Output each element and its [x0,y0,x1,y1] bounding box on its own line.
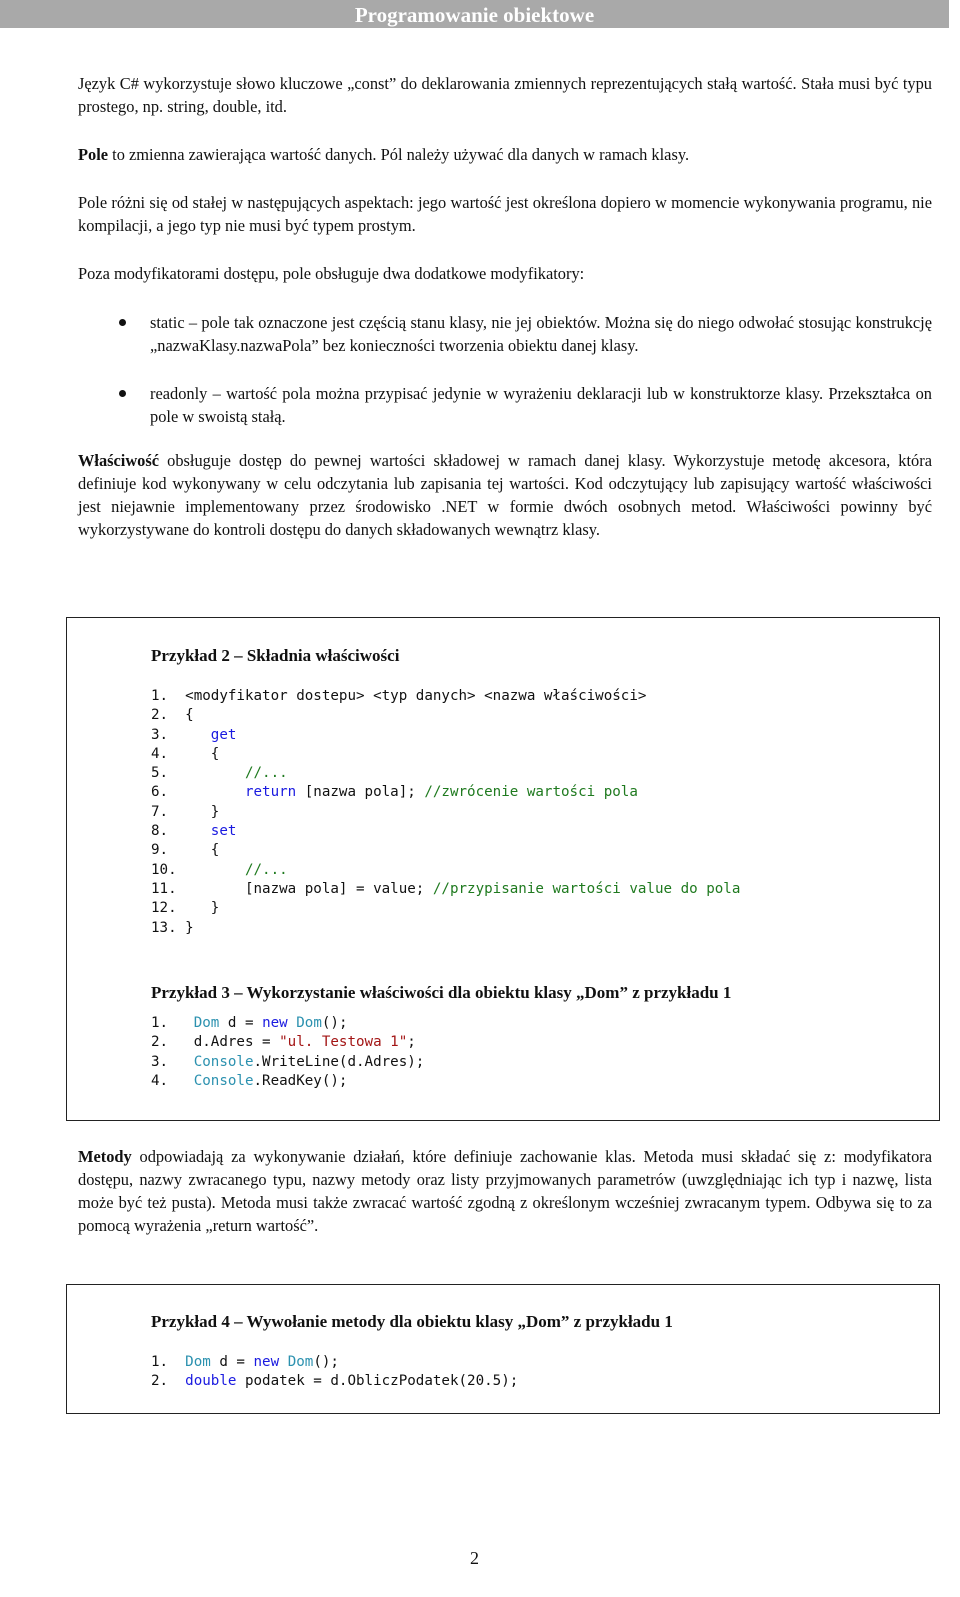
code-token: .WriteLine(d.Adres); [253,1053,425,1070]
code-token: 8. [151,823,211,840]
code-token: 5. [151,765,245,782]
modifiers-list [78,311,932,428]
code-line [151,822,740,841]
code-line [151,899,740,918]
paragraph-wlasciwosc [78,449,932,541]
paragraph-pole [78,143,932,166]
example-box-4 [66,1284,940,1414]
code-token: 2. d.Adres = [151,1034,280,1051]
code-token [288,1015,297,1031]
term-wlasciwosc: Właściwość [78,451,160,470]
paragraph-const: Język C# wykorzystuje słowo kluczowe „const” do deklarowania zmiennych reprezentujących stałą wartość. Stała musi być typu prostego, np. string, double, itd. [78,74,932,116]
code-token: 10. [151,861,245,878]
example-2-code [151,687,740,938]
example-3-code [151,1014,731,1091]
code-token: d = [219,1015,263,1031]
paragraph-modifiers-intro: Poza modyfikatorami dostępu, pole obsługuje dwa dodatkowe modyfikatory: [78,264,585,283]
code-line [151,880,740,899]
code-token: "ul. Testowa 1" [279,1034,408,1051]
term-metody: Metody [78,1147,132,1166]
code-line [151,1014,731,1033]
code-token: [nazwa pola]; [296,784,425,801]
code-token: 1. [151,1354,186,1370]
code-line [151,745,740,764]
code-line [151,1053,731,1072]
code-line [151,919,740,938]
main-content [78,72,932,541]
code-token: Dom [296,1015,322,1031]
methods-section [78,1145,932,1237]
code-token: //... [244,861,288,878]
code-token: 7. } [151,803,220,820]
code-token: 1. [151,1015,194,1031]
code-token: 12. } [151,900,220,917]
list-item-static [78,311,932,357]
code-line [151,803,740,822]
term-pole: Pole [78,145,109,164]
code-token: double [185,1373,237,1390]
code-token: 6. [151,784,245,801]
code-token: 13. } [151,919,194,936]
code-token: get [210,726,237,743]
page-number: 2 [470,1548,479,1568]
code-token: 2. [151,1373,186,1390]
list-item-static-text: static – pole tak oznaczone jest częścią stanu klasy, nie jej obiektów. Można się do niego odwołać stosując konstrukcję „nazwaKlasy.nazwaPola” bez konieczności tworzenia obiektu danej klasy. [150,313,932,355]
code-token: Dom [185,1354,211,1370]
code-line [151,726,740,745]
code-token: Console [193,1072,254,1089]
code-line [151,764,740,783]
code-token: 1. <modyfikator dostepu> <typ danych> <nazwa właściwości> [151,688,647,704]
example-4-title: Przykład 4 – Wywołanie metody dla obiektu klasy „Dom” z przykładu 1 [151,1312,673,1331]
example-2-title: Przykład 2 – Składnia właściwości [151,646,400,665]
code-line [151,1353,673,1372]
code-token: 4. [151,1072,194,1089]
code-token: //przypisanie wartości value do pola [432,880,741,897]
example-4-code [151,1353,673,1392]
code-line [151,783,740,802]
code-token: 9. { [151,842,220,859]
code-line [151,1033,731,1052]
example-3 [151,982,731,1091]
code-token: Dom [193,1015,220,1031]
code-token: new [262,1015,288,1031]
code-token: 11. [nazwa pola] = value; [151,880,433,897]
list-item-readonly-text: readonly – wartość pola można przypisać jedynie w wyrażeniu deklaracji lub w konstruktorze klasy. Przekształca on pole w swoistą stałą. [150,384,932,426]
code-token: //... [244,765,288,782]
header-title: Programowanie obiektowe [354,3,595,27]
code-token: 3. [151,1053,194,1070]
paragraph-wlasciwosc-text: obsługuje dostęp do pewnej wartości składowej w ramach danej klasy. Wykorzystuje metodę akcesora, która definiuje kod wykonywany w celu odczytania lub zapisania tej wartości. Kod odczytujący lub zapisujący wartość właściwości jest niejawnie implementowany przez środowisko .NET w formie dwóch osobnych metod. Właściwości powinny być wykorzystywane do kontroli dostępu do danych składowanych wewnątrz klasy. [78,451,932,539]
page-header [0,0,949,28]
example-3-title: Przykład 3 – Wykorzystanie właściwości dla obiektu klasy „Dom” z przykładu 1 [151,983,732,1002]
paragraph-metody [78,1145,932,1237]
code-token: //zwrócenie wartości pola [424,784,638,801]
code-token: .ReadKey(); [253,1072,348,1089]
code-token: (); [313,1354,339,1370]
code-token: new [253,1354,280,1370]
code-line [151,1072,731,1091]
code-token [279,1354,288,1370]
code-line [151,861,740,880]
bullet-icon [119,319,126,326]
code-token: Console [193,1053,254,1070]
code-line [151,1372,673,1391]
code-token: set [210,823,237,840]
bullet-icon [119,390,126,397]
list-item-readonly [78,382,932,428]
paragraph-metody-text: odpowiadają za wykonywanie działań, które definiuje zachowanie klas. Metoda musi składać się z: modyfikatora dostępu, nazwy zwracanego typu, nazwy metody oraz listy przyjmowanych parametrów (uwzględniając ich typ i nazwę, lista może być też pusta). Metoda musi także zwracać wartość zgodną z określonym wcześniej zwracanym typem. Odbywa się to za pomocą wyrażenia „return wartość”. [78,1147,932,1235]
code-token: ; [407,1034,416,1051]
example-4 [151,1311,673,1392]
paragraph-pole-text: to zmienna zawierająca wartość danych. Pól należy używać dla danych w ramach klasy. [108,145,690,164]
code-token: Dom [287,1354,314,1370]
code-token: return [244,784,297,801]
code-token: podatek = d.ObliczPodatek(20.5); [236,1373,519,1390]
code-token: 4. { [151,745,220,762]
code-line [151,841,740,860]
paragraph-pole-differences: Pole różni się od stałej w następujących aspektach: jego wartość jest określona dopiero w momencie wykonywania programu, nie kompilacji, a jego typ nie musi być typem prostym. [78,193,932,235]
code-token: d = [210,1354,254,1370]
example-2 [151,645,740,938]
code-line [151,706,740,725]
code-line [151,687,740,706]
code-token: (); [321,1015,348,1031]
code-token: 2. { [151,707,194,724]
example-box-2-3 [66,617,940,1121]
code-token: 3. [151,726,211,743]
